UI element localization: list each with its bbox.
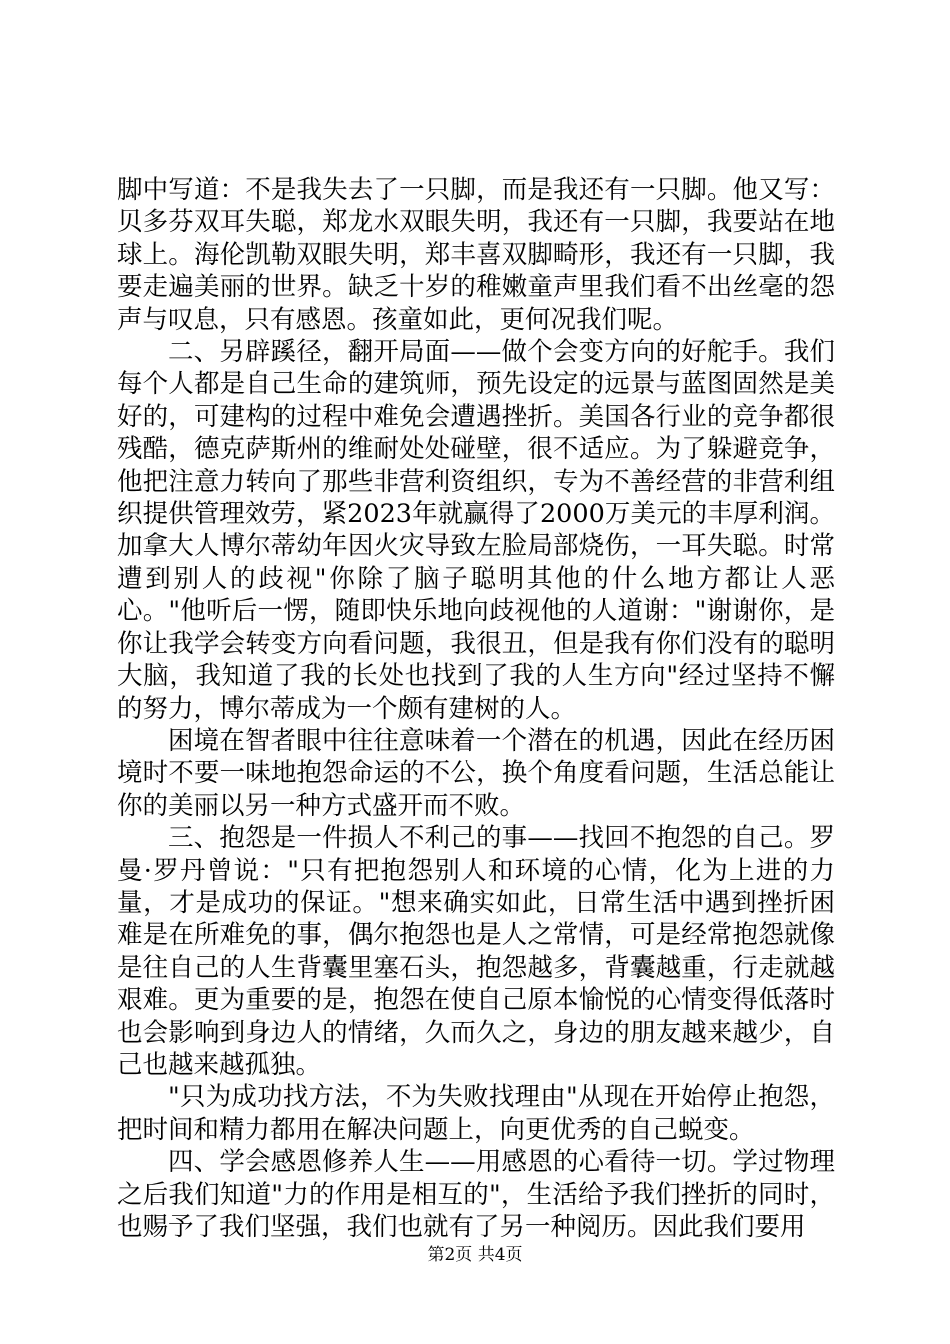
paragraph-3: 困境在智者眼中往往意味着一个潜在的机遇，因此在经历困境时不要一味地抱怨命运的不公，换个角度看问题，生活总能让你的美丽以另一种方式盛开而不败。 (117, 725, 835, 821)
paragraph-2: 二、另辟蹊径，翻开局面——做个会变方向的好舵手。我们每个人都是自己生命的建筑师，预先设定的远景与蓝图固然是美好的，可建构的过程中难免会遭遇挫折。美国各行业的竞争都很残酷，德克萨斯州的维耐处处碰壁，很不适应。为了躲避竞争，他把注意力转向了那些非营利资组织，专为不善经营的非营利组织提供管理效劳，紧2023年就赢得了2000万美元的丰厚利润。加拿大人博尔蒂幼年因火灾导致左脸局部烧伤，一耳失聪。时常遭到别人的歧视"你除了脑子聪明其他的什么地方都让人恶心。"他听后一愣，随即快乐地向歧视他的人道谢："谢谢你，是你让我学会转变方向看问题，我很丑，但是我有你们没有的聪明大脑，我知道了我的长处也找到了我的人生方向"经过坚持不懈的努力，博尔蒂成为一个颇有建树的人。 (117, 337, 835, 724)
page-number-footer: 第2页 共4页 (427, 1245, 523, 1265)
document-body (117, 174, 835, 1243)
paragraph-4: 三、抱怨是一件损人不利己的事——找回不抱怨的自己。罗曼·罗丹曾说："只有把抱怨别人和环境的心情，化为上进的力量，才是成功的保证。"想来确实如此，日常生活中遇到挫折困难是在所难免的事，偶尔抱怨也是人之常情，可是经常抱怨就像是往自己的人生背囊里塞石头，抱怨越多，背囊越重，行走就越艰难。更为重要的是，抱怨在使自己原本愉悦的心情变得低落时也会影响到身边人的情绪，久而久之，身边的朋友越来越少，自己也越来越孤独。 (117, 823, 835, 1080)
paragraph-5: "只为成功找方法，不为失败找理由"从现在开始停止抱怨，把时间和精力都用在解决问题上，向更优秀的自己蜕变。 (117, 1082, 835, 1145)
paragraph-6: 四、学会感恩修养人生——用感恩的心看待一切。学过物理之后我们知道"力的作用是相互的"，生活给予我们挫折的同时，也赐予了我们坚强，我们也就有了另一种阅历。因此我们要用 (117, 1147, 835, 1242)
paragraph-1: 脚中写道：不是我失去了一只脚，而是我还有一只脚。他又写：贝多芬双耳失聪，郑龙水双眼失明，我还有一只脚，我要站在地球上。海伦凯勒双眼失明，郑丰喜双脚畸形，我还有一只脚，我要走遍美丽的世界。缺乏十岁的稚嫩童声里我们看不出丝毫的怨声与叹息，只有感恩。孩童如此，更何况我们呢。 (117, 175, 835, 335)
